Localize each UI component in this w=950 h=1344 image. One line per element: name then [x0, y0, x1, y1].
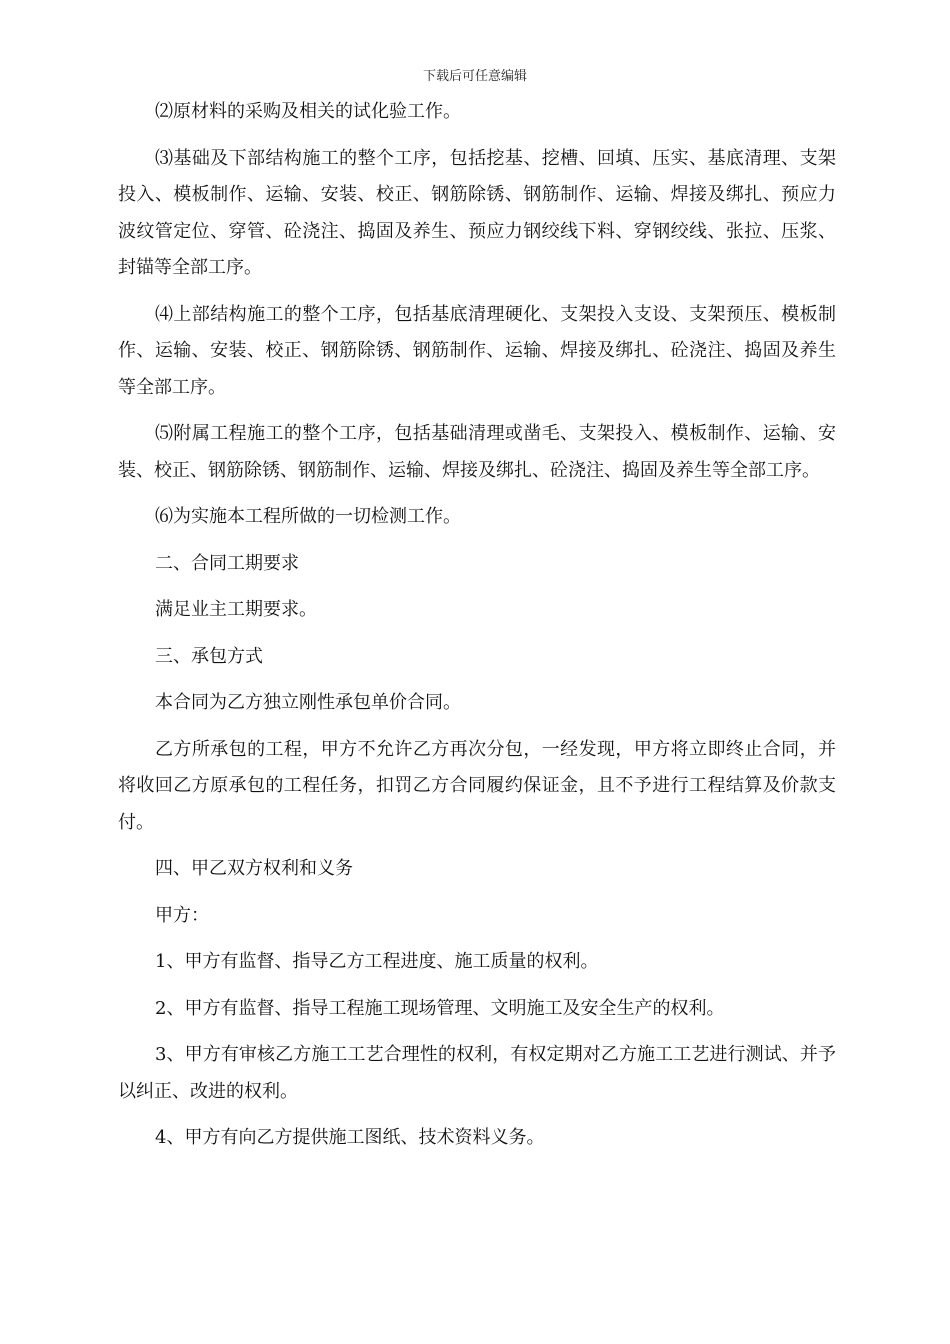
right-item-1: 1、甲方有监督、指导乙方工程进度、施工质量的权利。	[155, 951, 599, 972]
right-item-4: 4、甲方有向乙方提供施工图纸、技术资料义务。	[155, 1127, 545, 1148]
paragraph-item-5: ⑸附属工程施工的整个工序，包括基础清理或凿毛、支架投入、模板制作、运输、安装、校正、钢筋除锈、钢筋制作、运输、焊接及绑扎、砼浇注、捣固及养生等全部工序。	[118, 423, 836, 481]
page-header: 下载后可任意编辑	[422, 69, 527, 84]
paragraph-item-3: ⑶基础及下部结构施工的整个工序，包括挖基、挖槽、回填、压实、基底清理、支架投入、模板制作、运输、安装、校正、钢筋除锈、钢筋制作、运输、焊接及绑扎、预应力波纹管定位、穿管、砼浇注、捣固及养生、预应力钢绞线下料、穿钢绞线、张拉、压浆、封锚等全部工序。	[118, 147, 836, 278]
right-item-2: 2、甲方有监督、指导工程施工现场管理、文明施工及安全生产的权利。	[155, 997, 725, 1019]
section-heading-contract-mode: 三、承包方式	[155, 645, 263, 667]
paragraph-item-4: ⑷上部结构施工的整个工序，包括基底清理硬化、支架投入支设、支架预压、模板制作、运输、安装、校正、钢筋除锈、钢筋制作、运输、焊接及绑扎、砼浇注、捣固及养生等全部工序。	[118, 303, 836, 398]
section-heading-duration: 二、合同工期要求	[155, 552, 299, 574]
section-heading-rights: 四、甲乙双方权利和义务	[155, 858, 353, 879]
paragraph-subcontract: 乙方所承包的工程，甲方不允许乙方再次分包，一经发现，甲方将立即终止合同，并将收回乙方原承包的工程任务，扣罚乙方合同履约保证金，且不予进行工程结算及价款支付。	[118, 738, 836, 833]
right-item-3: 3、甲方有审核乙方施工工艺合理性的权利，有权定期对乙方施工工艺进行测试、并予以纠正、改进的权利。	[118, 1044, 836, 1102]
paragraph-contract-mode: 本合同为乙方独立刚性承包单价合同。	[155, 692, 461, 713]
paragraph-duration: 满足业主工期要求。	[155, 599, 317, 620]
paragraph-item-6: ⑹为实施本工程所做的一切检测工作。	[155, 506, 461, 527]
document-body	[118, 94, 836, 1167]
paragraph-item-2: ⑵原材料的采购及相关的试化验工作。	[155, 101, 461, 122]
party-a-label: 甲方：	[155, 904, 209, 926]
